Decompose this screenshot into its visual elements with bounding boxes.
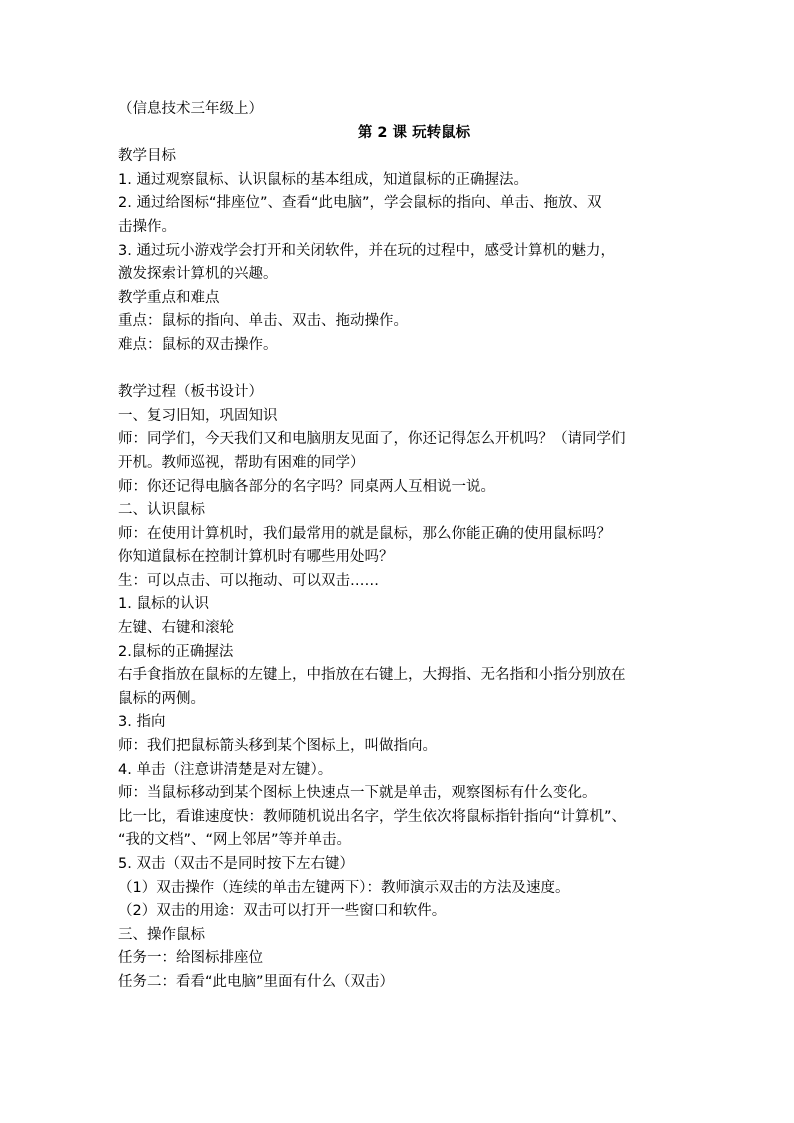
- text-line: 鼠标的两侧。: [118, 690, 205, 707]
- text-line: 开机。教师巡视，帮助有困难的同学）: [118, 454, 365, 471]
- text-line: 教学目标: [118, 148, 176, 165]
- blank-line: [118, 358, 688, 382]
- text-line: “我的文档”、“网上邻居”等并单击。: [118, 832, 352, 849]
- text-line: 生：可以点击、可以拖动、可以双击……: [118, 572, 379, 589]
- document-body: [118, 98, 688, 995]
- text-line: （1）双击操作（连续的单击左键两下）：教师演示双击的方法及速度。: [118, 879, 570, 896]
- text-line: 三、操作鼠标: [118, 926, 205, 943]
- text-line: 4. 单击（注意讲清楚是对左键）。: [118, 761, 333, 778]
- text-line: 一、复习旧知，巩固知识: [118, 407, 278, 424]
- text-line: 比一比，看谁速度快：教师随机说出名字，学生依次将鼠标指针指向“计算机”、: [118, 808, 627, 825]
- text-line: 1. 鼠标的认识: [118, 596, 209, 613]
- text-line: 教学过程（板书设计）: [118, 384, 263, 401]
- text-line: 3. 指向: [118, 714, 166, 731]
- text-line: 击操作。: [118, 218, 176, 235]
- text-line: 左键、右键和滚轮: [118, 620, 234, 637]
- text-line: 2.鼠标的正确握法: [118, 643, 234, 660]
- text-line: 右手食指放在鼠标的左键上，中指放在右键上，大拇指、无名指和小指分别放在: [118, 667, 626, 684]
- document-header: （信息技术三年级上）: [118, 101, 263, 117]
- text-line: 1. 通过观察鼠标、认识鼠标的基本组成，知道鼠标的正确握法。: [118, 171, 528, 188]
- text-line: 师：当鼠标移动到某个图标上快速点一下就是单击，观察图标有什么变化。: [118, 785, 597, 802]
- text-line: 任务二：看看“此电脑”里面有什么（双击）: [118, 973, 395, 990]
- text-line: 教学重点和难点: [118, 289, 220, 306]
- text-line: 二、认识鼠标: [118, 502, 205, 519]
- text-line: 师：同学们，今天我们又和电脑朋友见面了，你还记得怎么开机吗？（请同学们: [118, 431, 626, 448]
- text-line: 难点：鼠标的双击操作。: [118, 336, 278, 353]
- text-line: （2）双击的用途：双击可以打开一些窗口和软件。: [118, 903, 447, 920]
- text-line: 5. 双击（双击不是同时按下左右键）: [118, 856, 354, 872]
- text-line: 3. 通过玩小游戏学会打开和关闭软件，并在玩的过程中，感受计算机的魅力，: [118, 242, 615, 259]
- text-line: 师：我们把鼠标箭头移到某个图标上，叫做指向。: [118, 738, 437, 755]
- lesson-title: 第 2 课 玩转鼠标: [357, 124, 471, 141]
- text-line: 激发探索计算机的兴趣。: [118, 266, 278, 283]
- text-line: 师：你还记得电脑各部分的名字吗？同桌两人互相说一说。: [118, 478, 495, 495]
- text-line: 重点：鼠标的指向、单击、双击、拖动操作。: [118, 313, 408, 330]
- text-line: 任务一：给图标排座位: [118, 950, 263, 967]
- text-line: 你知道鼠标在控制计算机时有哪些用处吗？: [118, 549, 394, 566]
- text-line: 2. 通过给图标“排座位”、查看“此电脑”，学会鼠标的指向、单击、拖放、双: [118, 195, 602, 212]
- text-line: 师：在使用计算机时，我们最常用的就是鼠标，那么你能正确的使用鼠标吗？: [118, 525, 611, 542]
